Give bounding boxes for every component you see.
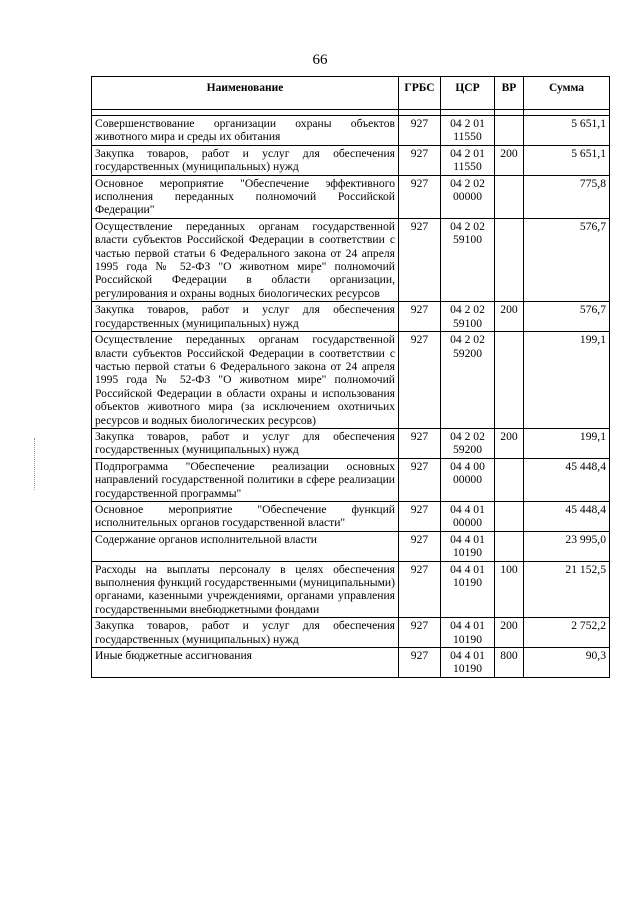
table-row xyxy=(92,302,610,332)
header-grbs: ГРБС xyxy=(399,77,441,110)
row-csr1: 04 2 02 xyxy=(450,219,485,233)
row-grbs: 927 xyxy=(399,618,441,648)
row-vr xyxy=(495,531,524,561)
row-csr1: 04 2 02 xyxy=(450,303,485,317)
row-name: Закупка товаров, работ и услуг для обеспечения государственных (муниципальных) нужд xyxy=(92,302,399,332)
table-row xyxy=(92,458,610,501)
row-sum: 90,3 xyxy=(524,648,610,678)
row-grbs: 927 xyxy=(399,648,441,678)
row-csr2: 10190 xyxy=(453,546,482,560)
table-row xyxy=(92,175,610,218)
row-name: Иные бюджетные ассигнования xyxy=(92,648,399,678)
row-csr1: 04 4 01 xyxy=(450,649,485,663)
row-vr: 100 xyxy=(495,561,524,618)
row-name: Осуществление переданных органам государственной власти субъектов Российской Федерации в соответствии с частью первой статьи 6 Федерального закона от 24 апреля 1995 года № 52-ФЗ "О животном мире" полномочий Российской Федерации в области охраны и использования объектов животного мира (за исключением охотничьих ресурсов и водных биологических ресурсов) xyxy=(92,332,399,429)
row-csr xyxy=(441,218,495,301)
table-row xyxy=(92,501,610,531)
table-row xyxy=(92,531,610,561)
row-sum: 199,1 xyxy=(524,332,610,429)
row-csr xyxy=(441,116,495,146)
row-csr2: 00000 xyxy=(453,473,482,487)
row-grbs: 927 xyxy=(399,531,441,561)
row-grbs: 927 xyxy=(399,145,441,175)
header-csr: ЦСР xyxy=(441,77,495,110)
row-csr xyxy=(441,618,495,648)
row-csr xyxy=(441,428,495,458)
row-csr xyxy=(441,332,495,429)
row-sum: 576,7 xyxy=(524,302,610,332)
row-vr xyxy=(495,458,524,501)
table-row xyxy=(92,218,610,301)
row-grbs: 927 xyxy=(399,302,441,332)
row-csr2: 59200 xyxy=(453,443,482,457)
row-name: Основное мероприятие "Обеспечение функций исполнительных органов государственной власти" xyxy=(92,501,399,531)
row-csr xyxy=(441,561,495,618)
row-vr xyxy=(495,501,524,531)
header-vr: ВР xyxy=(495,77,524,110)
row-vr xyxy=(495,116,524,146)
row-csr xyxy=(441,458,495,501)
row-csr1: 04 2 01 xyxy=(450,117,485,130)
row-grbs: 927 xyxy=(399,428,441,458)
row-vr xyxy=(495,332,524,429)
row-csr xyxy=(441,175,495,218)
row-csr xyxy=(441,648,495,678)
row-vr xyxy=(495,218,524,301)
row-grbs: 927 xyxy=(399,332,441,429)
row-csr xyxy=(441,501,495,531)
row-name: Закупка товаров, работ и услуг для обеспечения государственных (муниципальных) нужд xyxy=(92,618,399,648)
row-sum: 199,1 xyxy=(524,428,610,458)
row-sum: 5 651,1 xyxy=(524,145,610,175)
row-csr1: 04 4 00 xyxy=(450,459,485,473)
row-name: Подпрограмма "Обеспечение реализации основных направлений государственной политики в сфере реализации государственной программы" xyxy=(92,458,399,501)
row-grbs: 927 xyxy=(399,218,441,301)
row-name: Содержание органов исполнительной власти xyxy=(92,531,399,561)
row-grbs: 927 xyxy=(399,116,441,146)
row-csr1: 04 2 02 xyxy=(450,429,485,443)
margin-scan-marks xyxy=(34,438,39,490)
row-sum: 45 448,4 xyxy=(524,458,610,501)
table-row xyxy=(92,145,610,175)
page-number: 66 xyxy=(312,52,328,68)
row-csr2: 59100 xyxy=(453,316,482,330)
row-csr1: 04 2 02 xyxy=(450,176,485,190)
row-csr1: 04 2 01 xyxy=(450,146,485,160)
row-grbs: 927 xyxy=(399,458,441,501)
row-csr2: 10190 xyxy=(453,632,482,646)
row-csr xyxy=(441,302,495,332)
row-csr1: 04 4 01 xyxy=(450,502,485,516)
row-vr: 200 xyxy=(495,145,524,175)
row-grbs: 927 xyxy=(399,561,441,618)
table-header-row xyxy=(92,77,610,110)
table-row xyxy=(92,116,610,146)
header-name: Наименование xyxy=(92,77,399,110)
table-row xyxy=(92,561,610,618)
table-row xyxy=(92,648,610,678)
row-csr2: 59100 xyxy=(453,233,482,247)
row-csr2: 10190 xyxy=(453,662,482,676)
row-csr2: 59200 xyxy=(453,346,482,360)
row-vr: 800 xyxy=(495,648,524,678)
row-csr xyxy=(441,531,495,561)
row-sum: 5 651,1 xyxy=(524,116,610,146)
row-sum: 45 448,4 xyxy=(524,501,610,531)
table-body xyxy=(92,116,610,678)
budget-table xyxy=(91,76,610,678)
row-sum: 23 995,0 xyxy=(524,531,610,561)
row-csr1: 04 4 01 xyxy=(450,532,485,546)
row-vr: 200 xyxy=(495,428,524,458)
table-row xyxy=(92,428,610,458)
row-sum: 775,8 xyxy=(524,175,610,218)
table-row xyxy=(92,332,610,429)
table-row xyxy=(92,618,610,648)
row-csr2: 10190 xyxy=(453,576,482,589)
row-csr1: 04 2 02 xyxy=(450,333,485,347)
row-vr: 200 xyxy=(495,618,524,648)
row-sum: 576,7 xyxy=(524,218,610,301)
row-csr2: 00000 xyxy=(453,516,482,530)
row-name: Осуществление переданных органам государственной власти субъектов Российской Федерации в соответствии с частью первой статьи 6 Федерального закона от 24 апреля 1995 года № 52-ФЗ "О животном мире" полномочий Российской Федерации в области организации, регулирования и охраны водных биологических ресурсов xyxy=(92,218,399,301)
row-name: Расходы на выплаты персоналу в целях обеспечения выполнения функций государственными (муниципальными) органами, казенными учреждениями, органами управления государственными внебюджетными фондами xyxy=(92,561,399,618)
row-name: Закупка товаров, работ и услуг для обеспечения государственных (муниципальных) нужд xyxy=(92,428,399,458)
row-csr2: 11550 xyxy=(453,130,482,144)
row-name: Основное мероприятие "Обеспечение эффективного исполнения переданных полномочий Российской Федерации" xyxy=(92,175,399,218)
row-name: Совершенствование организации охраны объектов животного мира и среды их обитания xyxy=(92,116,399,146)
row-sum: 2 752,2 xyxy=(524,618,610,648)
row-csr xyxy=(441,145,495,175)
row-csr2: 00000 xyxy=(453,190,482,204)
row-csr1: 04 4 01 xyxy=(450,562,485,576)
row-vr xyxy=(495,175,524,218)
row-grbs: 927 xyxy=(399,501,441,531)
row-sum: 21 152,5 xyxy=(524,561,610,618)
row-grbs: 927 xyxy=(399,175,441,218)
row-csr1: 04 4 01 xyxy=(450,619,485,633)
row-csr2: 11550 xyxy=(453,160,482,174)
header-sum: Сумма xyxy=(524,77,610,110)
row-vr: 200 xyxy=(495,302,524,332)
row-name: Закупка товаров, работ и услуг для обеспечения государственных (муниципальных) нужд xyxy=(92,145,399,175)
